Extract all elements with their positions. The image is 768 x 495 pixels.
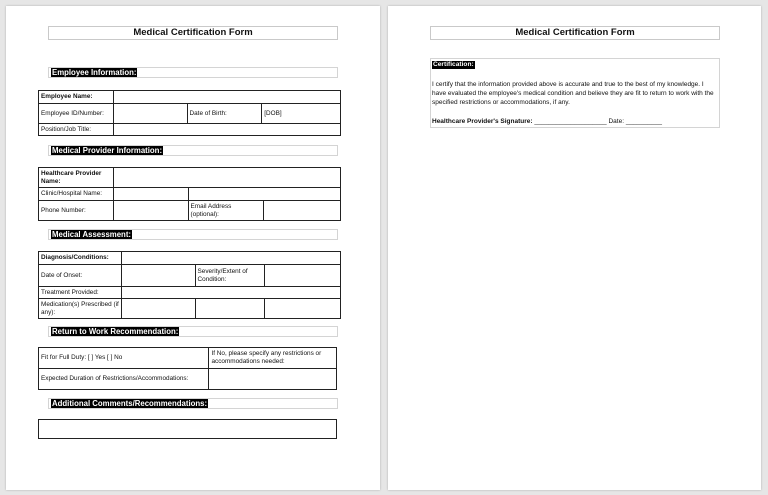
form-title-page-2: Medical Certification Form	[430, 26, 720, 40]
dob-label: Date of Birth:	[187, 104, 262, 124]
diagnosis-label: Diagnosis/Conditions:	[39, 252, 122, 265]
diagnosis-field[interactable]	[121, 252, 340, 265]
form-title: Medical Certification Form	[48, 26, 338, 40]
clinic-label: Clinic/Hospital Name:	[39, 188, 114, 201]
certification-box	[430, 58, 720, 128]
employee-section-header	[48, 67, 338, 78]
signature-label: Healthcare Provider's Signature:	[432, 118, 533, 125]
medications-field-2[interactable]	[195, 299, 265, 319]
provider-name-label: Healthcare Provider Name:	[39, 168, 114, 188]
assessment-section-heading: Medical Assessment:	[52, 230, 132, 239]
page-2	[388, 6, 761, 490]
severity-field[interactable]	[265, 265, 341, 287]
assessment-table	[38, 251, 341, 319]
certification-text: I certify that the information provided above is accurate and true to the best of my knowledge. I have evaluated the employee's medical condition and believe they are fit to return to work with the specified restrictions or accommodations, if any.	[432, 81, 714, 106]
duration-label: Expected Duration of Restrictions/Accommodations:	[39, 369, 209, 390]
onset-label: Date of Onset:	[39, 265, 122, 287]
clinic-extra-field[interactable]	[188, 188, 340, 201]
employee-id-label: Employee ID/Number:	[39, 104, 114, 124]
signature-field[interactable]: ____________________	[534, 118, 607, 125]
employee-section-heading: Employee Information:	[52, 68, 137, 77]
treatment-label: Treatment Provided:	[39, 287, 122, 299]
return-section-header	[48, 326, 338, 337]
employee-name-field[interactable]	[113, 91, 340, 104]
assessment-section-header	[48, 229, 338, 240]
return-to-work-table	[38, 347, 337, 390]
email-field[interactable]	[264, 201, 341, 221]
medications-field-3[interactable]	[265, 299, 341, 319]
medications-field-1[interactable]	[121, 299, 195, 319]
comments-section-header	[48, 398, 338, 409]
signature-line	[432, 117, 662, 126]
provider-section-header	[48, 145, 338, 156]
provider-info-table	[38, 167, 341, 221]
comments-field[interactable]	[38, 419, 337, 439]
provider-section-heading: Medical Provider Information:	[52, 146, 163, 155]
onset-field[interactable]	[121, 265, 195, 287]
provider-name-field[interactable]	[113, 168, 340, 188]
severity-label: Severity/Extent of Condition:	[195, 265, 265, 287]
employee-id-field[interactable]	[113, 104, 187, 124]
clinic-field[interactable]	[113, 188, 188, 201]
treatment-field[interactable]	[121, 287, 340, 299]
date-field[interactable]: __________	[625, 118, 662, 125]
phone-field[interactable]	[113, 201, 188, 221]
return-section-heading: Return to Work Recommendation:	[52, 327, 179, 336]
position-field[interactable]	[113, 124, 340, 136]
certification-heading: Certification:	[433, 61, 474, 68]
email-label: Email Address (optional):	[188, 201, 264, 221]
dob-field[interactable]: [DOB]	[262, 104, 341, 124]
comments-section-heading: Additional Comments/Recommendations:	[52, 399, 208, 408]
employee-name-label: Employee Name:	[39, 91, 114, 104]
medications-label: Medication(s) Prescribed (if any):	[39, 299, 122, 319]
date-label: Date:	[608, 118, 625, 125]
restrictions-label: If No, please specify any restrictions or accommodations needed:	[209, 348, 337, 369]
page-1	[6, 6, 380, 490]
fit-for-duty-label[interactable]: Fit for Full Duty: [ ] Yes [ ] No	[39, 348, 209, 369]
duration-field[interactable]	[209, 369, 337, 390]
phone-label: Phone Number:	[39, 201, 114, 221]
employee-info-table	[38, 90, 341, 136]
position-label: Position/Job Title:	[39, 124, 114, 136]
